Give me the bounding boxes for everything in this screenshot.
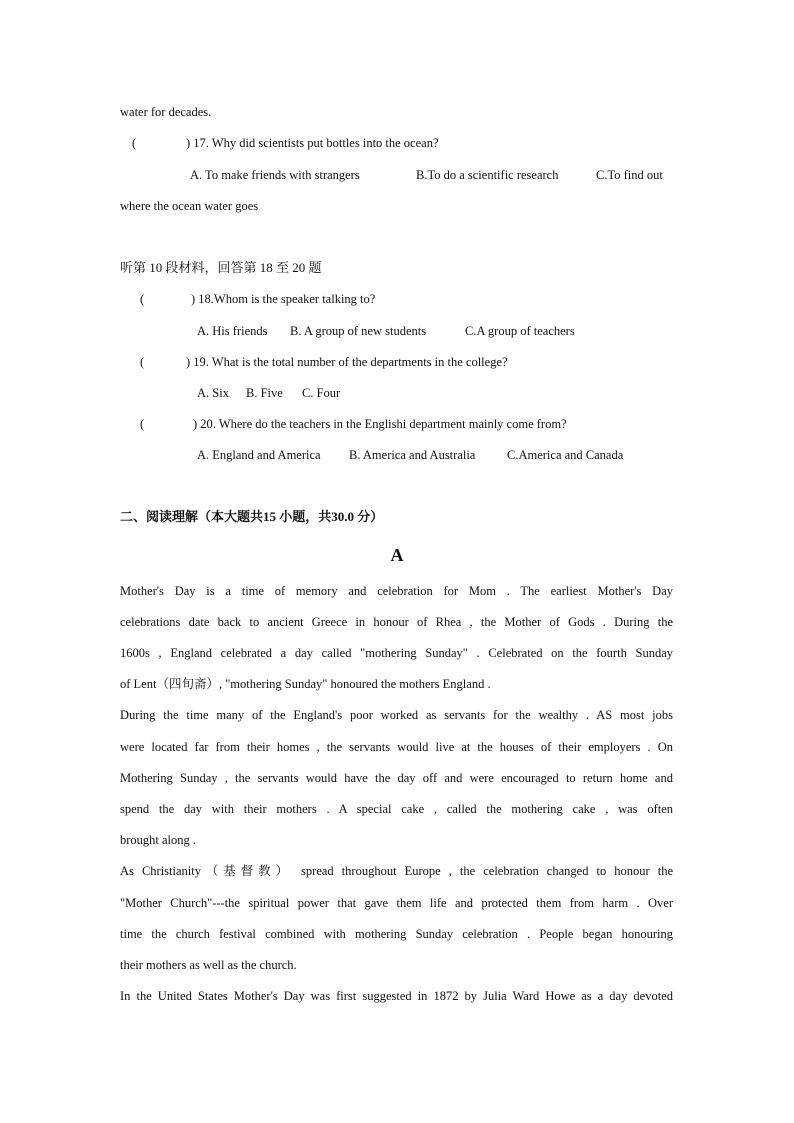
paragraph-line: celebrations date back to ancient Greece in honour of Rhea , the Mother of Gods . During the [120, 615, 673, 629]
option-c: C.America and Canada [507, 448, 624, 462]
option-a: A. Six [197, 386, 229, 400]
section-instruction: 听第 10 段材料，回答第 18 至 20 题 [120, 260, 322, 275]
paragraph-line: As Christianity（基督教） spread throughout Europe , the celebration changed to honour the [120, 864, 673, 878]
option-a: A. To make friends with strangers [190, 168, 360, 182]
paragraph-line: their mothers as well as the church. [120, 958, 297, 972]
paragraph-line: 1600s , England celebrated a day called "mothering Sunday" . Celebrated on the fourth Sunday [120, 646, 673, 660]
paragraph-line: During the time many of the England's poor worked as servants for the wealthy . AS most jobs [120, 708, 673, 722]
option-b: B. A group of new students [290, 324, 427, 338]
option-b: B. America and Australia [349, 448, 476, 462]
option-a: A. England and America [197, 448, 321, 462]
paragraph-line: Mother's Day is a time of memory and celebration for Mom . The earliest Mother's Day [120, 584, 673, 598]
option-a: A. His friends [197, 324, 268, 338]
paragraph-line: were located far from their homes , the servants would live at the houses of their employers . On [120, 740, 673, 754]
passage-title: A [390, 545, 404, 565]
question-18: ) 18.Whom is the speaker talking to? [191, 292, 376, 306]
paragraph-line: time the church festival combined with mothering Sunday celebration . People began honouring [120, 927, 673, 941]
text-line: where the ocean water goes [120, 199, 259, 213]
answer-bracket: ( [140, 355, 145, 369]
paragraph-line: In the United States Mother's Day was first suggested in 1872 by Julia Ward Howe as a day devoted [120, 989, 673, 1003]
option-c: C. Four [302, 386, 341, 400]
paragraph-line: spend the day with their mothers . A special cake , called the mothering cake , was often [120, 802, 673, 816]
answer-bracket: ( [140, 417, 145, 431]
option-c: C.To find out [596, 168, 663, 182]
answer-bracket: ( [140, 292, 145, 306]
question-17: ) 17. Why did scientists put bottles into the ocean? [186, 136, 439, 150]
option-c: C.A group of teachers [465, 324, 575, 338]
text-line: water for decades. [120, 105, 212, 119]
paragraph-line: of Lent（四旬斋）, "mothering Sunday" honoured the mothers England . [120, 677, 491, 691]
option-b: B.To do a scientific research [416, 168, 559, 182]
paragraph-line: "Mother Church"---the spiritual power that gave them life and protected them from harm . Over [120, 896, 673, 910]
option-b: B. Five [246, 386, 283, 400]
answer-bracket: ( [132, 136, 137, 150]
question-20: ) 20. Where do the teachers in the Englishi department mainly come from? [193, 417, 567, 431]
question-19: ) 19. What is the total number of the departments in the college? [186, 355, 508, 369]
section-heading: 二、阅读理解（本大题共15 小题，共30.0 分） [120, 509, 384, 524]
paragraph-line: Mothering Sunday , the servants would have the day off and were encouraged to return home and [120, 771, 673, 785]
paragraph-line: brought along . [120, 833, 197, 847]
